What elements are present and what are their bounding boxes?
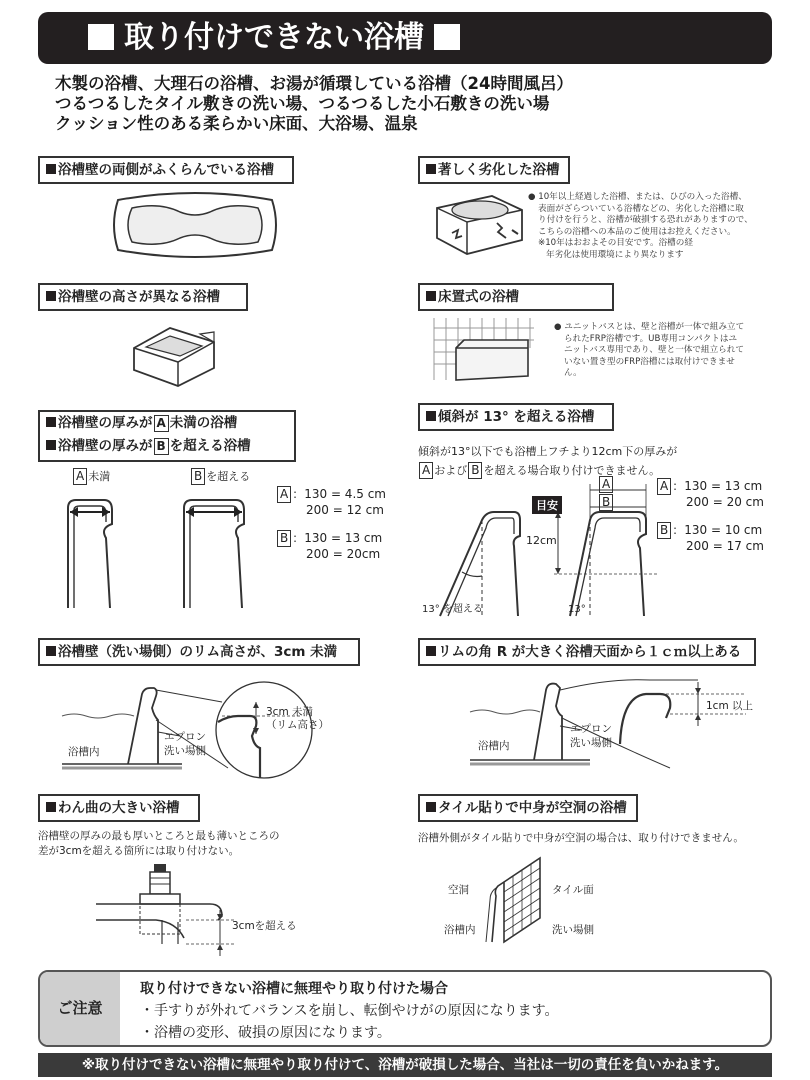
label-text: リムの角 R が大きく浴槽天面から１ｃｍ以上ある [438, 644, 742, 660]
label-text: 床置式の浴槽 [438, 289, 519, 305]
square-icon [426, 164, 436, 174]
square-icon [46, 802, 56, 812]
label-text: 著しく劣化した浴槽 [438, 162, 560, 178]
section-label-degraded [418, 156, 570, 184]
caution-title: 取り付けできない浴槽に無理やり取り付けた場合 [140, 981, 448, 997]
square-icon [434, 24, 460, 50]
section-label-tile [418, 794, 638, 822]
square-icon [426, 646, 436, 656]
label-text: 傾斜が 13° を超える浴槽 [438, 409, 595, 425]
section-label-thickness: 浴槽壁の厚みが A 未満の浴槽 浴槽壁の厚みが B を超える浴槽 [38, 410, 296, 462]
thick-wall-diagram [178, 488, 258, 608]
tile-hollow-label: 空洞 [448, 884, 469, 896]
square-icon [46, 291, 56, 301]
label-text: わん曲の大きい浴槽 [58, 800, 180, 816]
tilt-angle-label: 13° を超える [422, 604, 483, 615]
bullet-icon: ● [554, 322, 565, 332]
caution-item: ・浴槽の変形、破損の原因になります。 [140, 1025, 391, 1041]
section-label-height [38, 283, 248, 311]
caution-label: ご注意 [40, 972, 120, 1045]
tilt-fig-a: A [598, 476, 614, 493]
label-text: 浴槽壁の両側がふくらんでいる浴槽 [58, 162, 274, 178]
label-text: 浴槽壁（洗い場側）のリム高さが、3cm 未満 [58, 644, 338, 660]
intro-line: つるつるしたタイル敷きの洗い場、つるつるした小石敷きの洗い場 [55, 94, 550, 113]
corner-dimension: 1cm 以上 [706, 700, 754, 712]
intro-line: クッション性のある柔らかい床面、大浴場、温泉 [55, 114, 418, 133]
tilt-spec-b: B ：130 = 10 cm 200 = 17 cm [656, 522, 764, 554]
square-icon [88, 24, 114, 50]
curve-description: 浴槽壁の厚みの最も厚いところと最も薄いところの 差が3cmを超える箇所には取り付けない。 [38, 830, 280, 857]
tilt-description: 傾斜が13°以下でも浴槽上フチより12cm下の厚みが A および B を超える場合取り付けできません。 [418, 445, 678, 477]
corner-radius-diagram [470, 672, 770, 772]
bullet-icon: ● [528, 192, 539, 202]
tilt-fig-b: B [598, 494, 614, 511]
fig-a-caption: A 未満 [72, 468, 110, 485]
fig-b-caption: B を超える [190, 468, 250, 485]
bulge-tub-illustration [110, 190, 280, 260]
curve-dimension: 3cmを超える [232, 920, 297, 932]
degraded-note: ● 10年以上経過した浴槽、または、ひびの入った浴槽、 表面がざらついている浴槽などの、劣化した浴槽に取 り付けを行うと、浴槽が破損する恐れがありますので、 こちらの浴槽への本品のご使用はお控えください。 ※10年はおおよその目安です。浴槽の経 年劣化は使用環境により異なります [528, 192, 753, 260]
title-bar [38, 12, 772, 64]
section-label-bulge [38, 156, 294, 184]
section-label-rim [38, 638, 360, 666]
intro-line: 木製の浴槽、大理石の浴槽、お湯が循環している浴槽（24時間風呂） [55, 74, 573, 93]
floor-tub-illustration [434, 318, 544, 388]
square-icon [46, 646, 56, 656]
tilt-angle-label-2: 13° [568, 604, 586, 615]
tile-face-label: タイル面 [552, 884, 594, 896]
corner-apron-label: エプロン 洗い場側 [570, 723, 612, 749]
section-label-tilt [418, 403, 614, 431]
disclaimer-footer: ※取り付けできない浴槽に無理やり取り付けて、浴槽が破損した場合、当社は一切の責任を負いかねます。 [38, 1053, 772, 1077]
square-icon [46, 440, 56, 450]
spec-a: A ：130 = 4.5 cm 200 = 12 cm [276, 486, 386, 518]
corner-inside-label: 浴槽内 [478, 740, 510, 752]
square-icon [46, 417, 56, 427]
tile-description: 浴槽外側がタイル貼りで中身が空洞の場合は、取り付けできません。 [418, 832, 744, 844]
label-text: タイル貼りで中身が空洞の浴槽 [438, 800, 627, 816]
page-title [38, 12, 772, 64]
section-label-curve [38, 794, 200, 822]
floor-note: ● ユニットバスとは、壁と浴槽が一体で組み立て られたFRP浴槽です。UB専用コンパクトはユ ニットバス専用であり、壁と一体で組立られて いない置き型のFRP浴槽には取付けできませ ん。 [554, 322, 745, 378]
section-label-corner [418, 638, 756, 666]
square-icon [426, 291, 436, 301]
square-icon [46, 164, 56, 174]
tile-hollow-diagram [478, 852, 558, 944]
tilt-12cm-label: 12cm [526, 534, 557, 547]
label-text: 浴槽壁の高さが異なる浴槽 [58, 289, 220, 305]
meyasu-badge: 目安 [532, 496, 562, 514]
tilt-spec-a: A ：130 = 13 cm 200 = 20 cm [656, 478, 764, 510]
square-icon [426, 802, 436, 812]
intro-list [55, 74, 573, 134]
uneven-height-tub-illustration [130, 320, 220, 388]
caution-box [38, 970, 772, 1047]
tile-wash-label: 洗い場側 [552, 924, 594, 936]
curved-tub-diagram [96, 860, 266, 958]
square-icon [426, 411, 436, 421]
caution-item: ・手すりが外れてバランスを崩し、転倒やけがの原因になります。 [140, 1003, 559, 1019]
rim-inside-label: 浴槽内 [68, 746, 100, 758]
section-label-floor [418, 283, 614, 311]
caution-body [140, 978, 558, 1044]
page-title-text: 取り付けできない浴槽 [124, 20, 424, 55]
thin-wall-diagram [60, 488, 130, 608]
degraded-tub-illustration [432, 188, 527, 260]
rim-dimension: 3cm 未満 （リム高さ） [266, 706, 329, 731]
rim-apron-label: エプロン 洗い場側 [164, 731, 206, 757]
spec-b: B ：130 = 13 cm 200 = 20cm [276, 530, 382, 562]
tile-inside-label: 浴槽内 [444, 924, 476, 936]
